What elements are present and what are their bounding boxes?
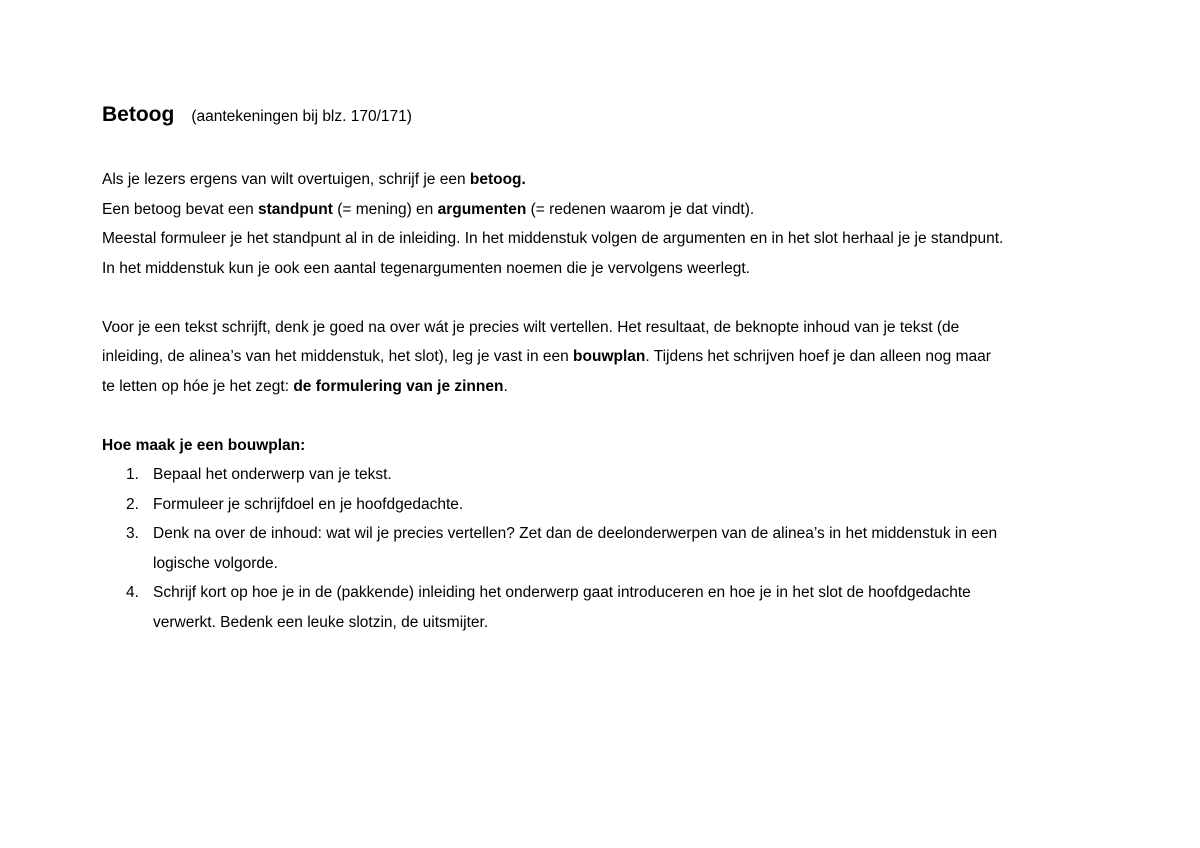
plan-line-3	[102, 372, 1112, 402]
list-text: Schrijf kort op hoe je in de (pakkende) inleiding het onderwerp gaat introduceren en hoe je in het slot de hoofdgedachte	[153, 584, 971, 601]
list-text: Denk na over de inhoud: wat wil je precies vertellen? Zet dan de deelonderwerpen van de alinea’s in het middenstuk in een	[153, 525, 998, 542]
intro-text: (= redenen waarom je dat vindt).	[526, 200, 755, 218]
plan-line-2	[102, 342, 1112, 372]
document-page	[102, 100, 1112, 637]
list-number: 3.	[126, 525, 139, 542]
list-item	[102, 490, 1112, 520]
plan-text: .	[503, 377, 508, 395]
list-text: Bepaal het onderwerp van je tekst.	[153, 466, 392, 483]
list-number: 4.	[126, 584, 139, 601]
intro-line-4: In het middenstuk kun je ook een aantal tegenargumenten noemen die je vervolgens weerlegt.	[102, 259, 750, 277]
document-body	[102, 165, 1112, 637]
blank-line	[102, 283, 1112, 313]
intro-line-3: Meestal formuleer je het standpunt al in de inleiding. In het middenstuk volgen de argumenten en in het slot herhaal je je standpunt.	[102, 230, 1004, 247]
intro-text: Als je lezers ergens van wilt overtuigen, schrijf je een	[102, 171, 470, 188]
plan-text: inleiding, de alinea’s van het middenstuk, het slot), leg je vast in een	[102, 348, 574, 365]
plan-bold-term: de formulering van je zinnen	[293, 377, 504, 395]
blank-line	[102, 401, 1112, 431]
list-text: verwerkt. Bedenk een leuke slotzin, de uitsmijter.	[153, 613, 489, 631]
steps-heading: Hoe maak je een bouwplan:	[102, 436, 306, 454]
list-text: logische volgorde.	[153, 554, 278, 572]
steps-list	[102, 460, 1112, 637]
intro-line-1	[102, 165, 1112, 195]
list-item	[102, 519, 1112, 578]
list-number: 2.	[126, 495, 139, 513]
intro-bold-term: standpunt	[258, 200, 333, 218]
list-number: 1.	[126, 466, 139, 483]
plan-bold-term: bouwplan	[573, 348, 646, 365]
document-title: Betoog	[102, 103, 175, 126]
intro-line-2	[102, 195, 1112, 225]
list-item	[102, 578, 1112, 637]
intro-text: Een betoog bevat een	[102, 200, 258, 218]
plan-text: . Tijdens het schrijven hoef je dan alleen nog maar	[645, 348, 991, 365]
plan-line-1: Voor je een tekst schrijft, denk je goed na over wát je precies wilt vertellen. Het resultaat, de beknopte inhoud van je tekst (de	[102, 318, 960, 336]
intro-bold-term: betoog.	[469, 171, 526, 188]
intro-text: (= mening) en	[332, 200, 438, 218]
intro-bold-term: argumenten	[437, 200, 527, 218]
plan-text: te letten op hóe je het zegt:	[102, 377, 294, 395]
document-subtitle: (aantekeningen bij blz. 170/171)	[191, 108, 412, 125]
title-line	[102, 100, 1112, 130]
list-text: Formuleer je schrijfdoel en je hoofdgedachte.	[153, 495, 464, 513]
list-item	[102, 460, 1112, 490]
